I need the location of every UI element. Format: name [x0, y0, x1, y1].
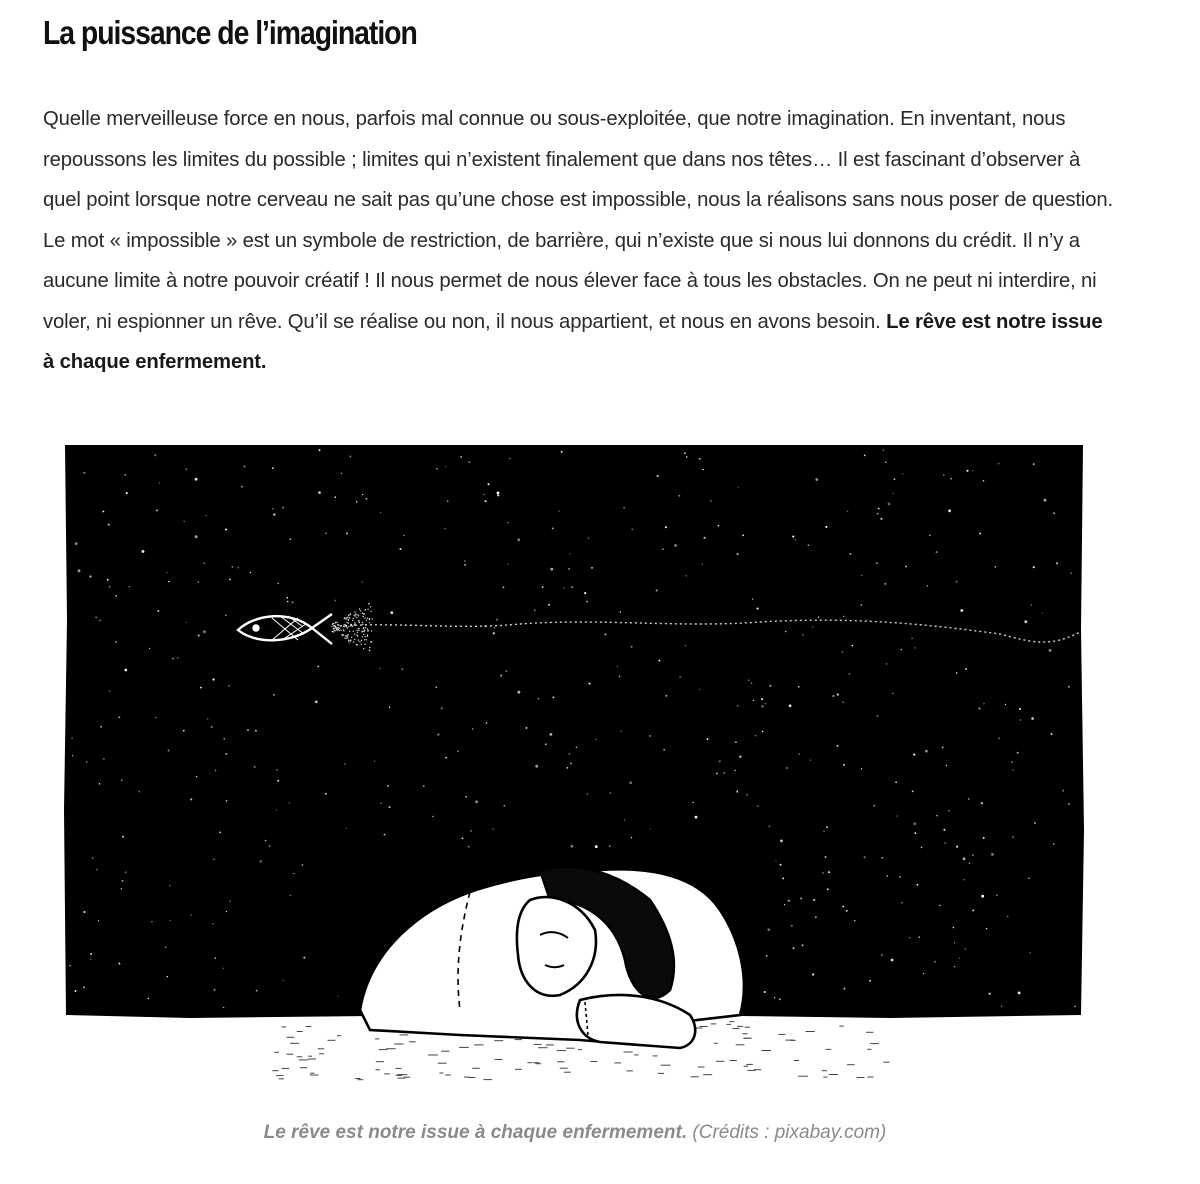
article-illustration — [40, 430, 1100, 1090]
article-heading: La puissance de l’imagination — [43, 14, 417, 51]
paragraph-text: Quelle merveilleuse force en nous, parfois mal connue ou sous-exploitée, que notre imagination. En inventant, nous repoussons les limites du possible ; limites qui n’existent finalement que dans nos têtes… Il est fascinant d’observer à quel point lorsque notre cerveau ne sait pas qu’une chose est impossible, nous la réalisons sans nous poser de question. Le mot « impossible » est un symbole de restriction, de barrière, qui n’existe que si nous lui donnons du crédit. Il n’y a aucune limite à notre pouvoir créatif ! Il nous permet de nous élever face à tous les obstacles. On ne peut ni interdire, ni voler, ni espionner un rêve. Qu’il se réalise ou non, il nous appartient, et nous en avons besoin. — [43, 108, 1113, 333]
paragraph-bold-text: Le rêve est notre issue à chaque enfermement. — [43, 310, 1103, 373]
caption-credit: (Crédits : pixabay.com) — [692, 1122, 887, 1143]
caption-bold-text: Le rêve est notre issue à chaque enfermement. — [263, 1122, 688, 1143]
article-paragraph — [43, 99, 1118, 383]
figure-caption — [0, 1122, 1150, 1144]
